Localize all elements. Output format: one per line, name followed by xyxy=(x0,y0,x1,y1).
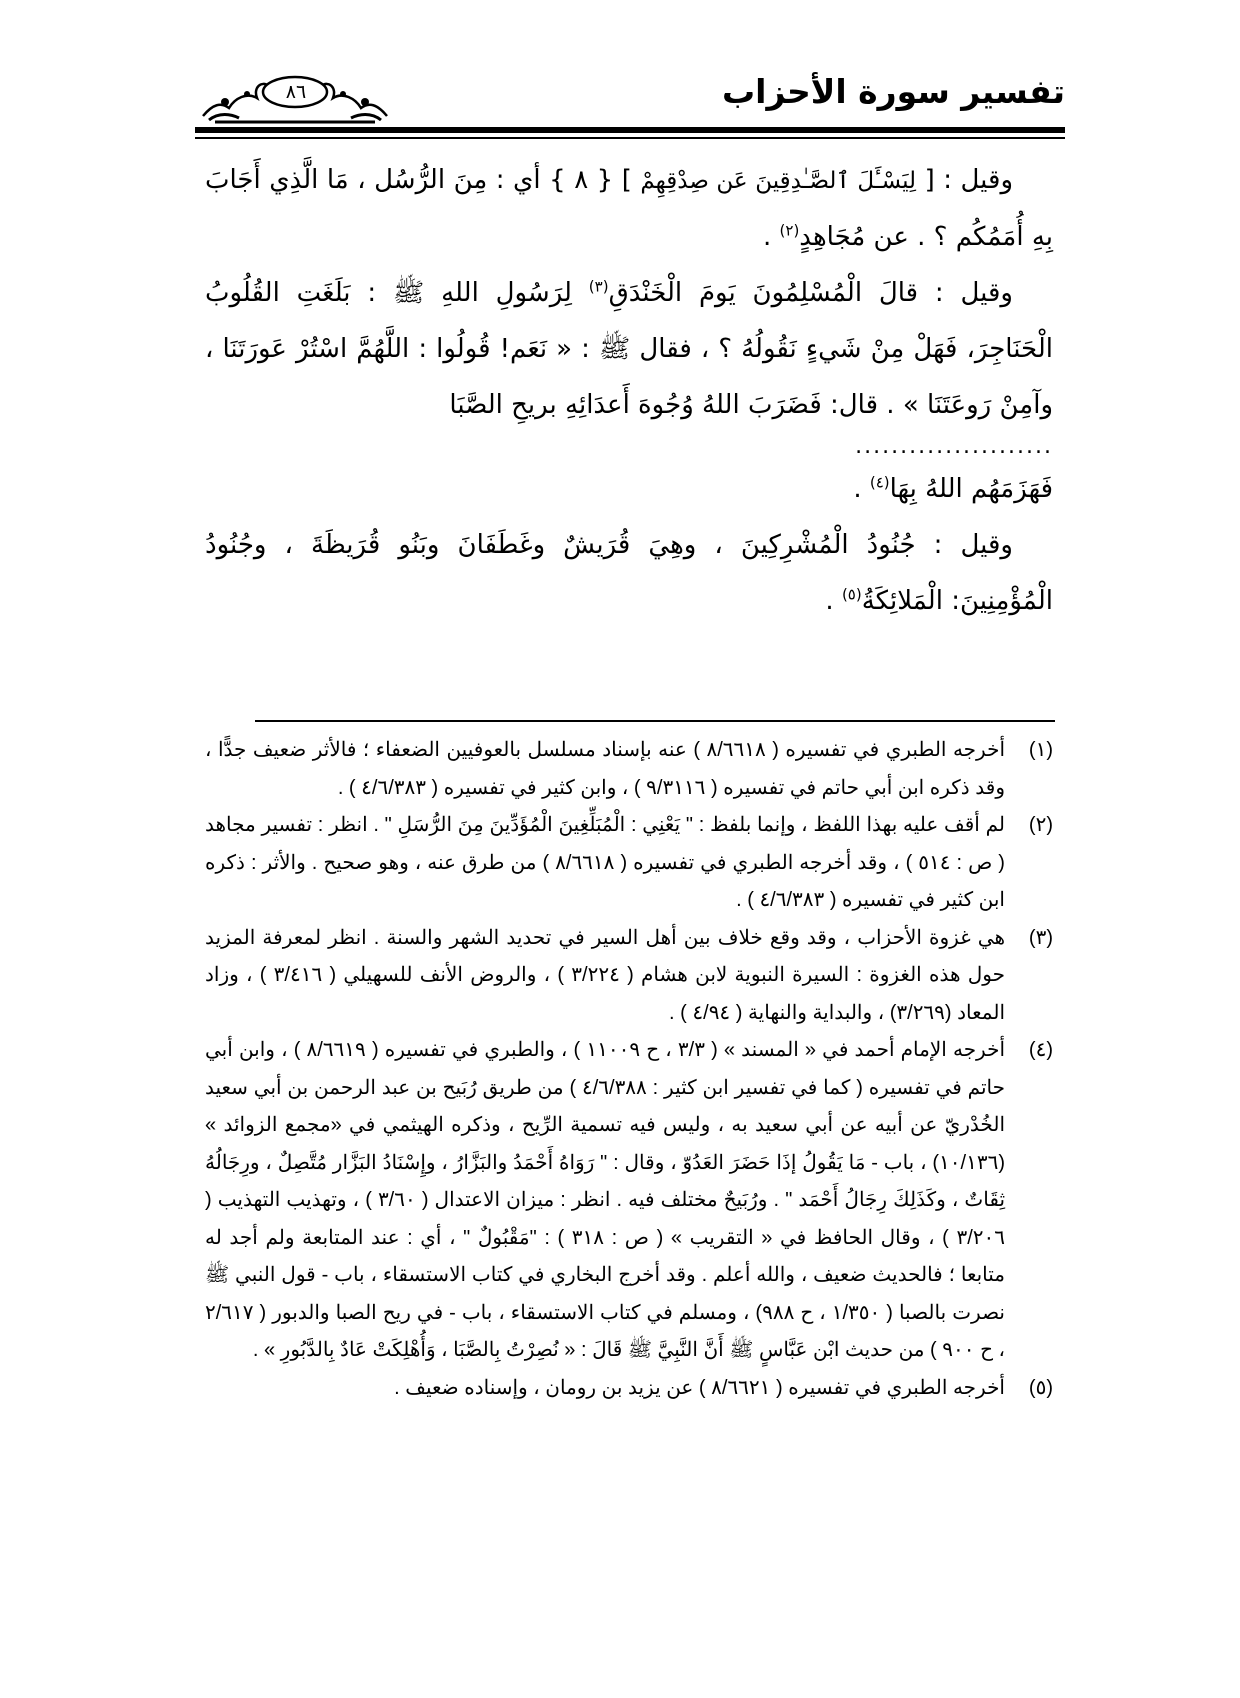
page-header xyxy=(195,60,1065,130)
footnote-ref-4[interactable]: (٤) xyxy=(869,473,890,492)
footnote-ref-3[interactable]: (٣) xyxy=(588,277,609,296)
header-rule-thin xyxy=(195,137,1065,139)
main-text xyxy=(205,152,1053,629)
quran-verse: لِيَسْـَٔلَ ٱلصَّـٰدِقِينَ عَن صِدْقِهِمْ xyxy=(640,168,917,194)
footnote-text: أخرجه الإمام أحمد في « المسند » ( ٣/٣ ، ح ١١٠٠٩ ) ، والطبري في تفسيره ( ٨/٦٦١٩ ) ، وابن أبي حاتم في تفسيره ( كما في تفسير ابن كثير : ٤/٦/٣٨٨ ) من طريق رُبَيح بن عبد الرحمن بن أبي سعيد الخُدْريّ عن أبيه عن أبي سعيد به ، وليس فيه تسمية الرِّيح ، وذكره الهيثمي في «مجمع الزوائد » (١٠/١٣٦) ، باب - مَا يَقُولُ إذَا حَضَرَ العَدُوّ ، وقال : " رَوَاهُ أَحْمَدُ والبَزَّارُ ، وإِسْنَادُ البَزَّار مُتَّصِلٌ ، ورِجَالُهُ ثِقَاتٌ ، وكَذَلِكَ رِجَالُ أَحْمَد " . ورُبَيحٌ مختلف فيه . انظر : ميزان الاعتدال ( ٣/٦٠ ) ، وتهذيب التهذيب ( ٣/٢٠٦ ) ، وقال الحافظ في « التقريب » ( ص : ٣١٨ ) : "مَقْبُولٌ " ، أي : عند المتابعة ولم أجد له متابعا ؛ فالحديث ضعيف ، والله أعلم . وقد أخرج البخاري في كتاب الاستسقاء ، باب - قول النبي ﷺ نصرت بالصبا ( ١/٣٥٠ ، ح ٩٨٨) ، ومسلم في كتاب الاستسقاء ، باب - في ريح الصبا والدبور ( ٢/٦١٧ ، ح ٩٠٠ ) من حديث ابْن عَبَّاسٍ ﷺ أَنَّ النَّبِيَّ ﷺ قَالَ : « نُصِرْتُ بِالصَّبَا ، وَأُهْلِكَتْ عَادٌ بِالدَّبُورِ » . xyxy=(205,1039,1006,1361)
footnote-text: أخرجه الطبري في تفسيره ( ٨/٦٦١٨ ) عنه بإسناد مسلسل بالعوفيين الضعفاء ؛ فالأثر ضعيف جدًّا ، وقد ذكره ابن أبي حاتم في تفسيره ( ٩/٣١١٦ ) ، وابن كثير في تفسيره ( ٤/٦/٣٨٣ ) . xyxy=(205,739,1006,799)
paragraph-3: فَهَزَمَهُم اللهُ بِهَا$^{(٤)}$ . xyxy=(853,473,1053,504)
footnotes xyxy=(205,732,1053,1407)
footnote-text: أخرجه الطبري في تفسيره ( ٨/٦٦٢١ ) عن يزيد بن رومان ، وإسناده ضعيف . xyxy=(394,1376,1005,1399)
book-title: تفسير سورة الأحزاب xyxy=(722,72,1065,111)
footnote-1 xyxy=(205,732,1053,807)
header-rule xyxy=(195,127,1065,133)
footnote-5 xyxy=(205,1370,1053,1408)
footnote-number: (١) xyxy=(1028,739,1053,761)
separator-dots: ...................... xyxy=(855,434,1053,459)
footnote-ref-5[interactable]: (٥) xyxy=(841,585,862,604)
footnote-4 xyxy=(205,1032,1053,1370)
footnote-text: هي غزوة الأحزاب ، وقد وقع خلاف بين أهل السير في تحديد الشهر والسنة . انظر لمعرفة المزيد حول هذه الغزوة : السيرة النبوية لابن هشام ( ٣/٢٢٤ ) ، والروض الأنف للسهيلي ( ٣/٤١٦ ) ، وزاد المعاد (٣/٢٦٩) ، والبداية والنهاية ( ٤/٩٤ ) . xyxy=(205,926,1005,1024)
footnote-number: (٢) xyxy=(1028,814,1053,836)
footnote-number: (٥) xyxy=(1028,1376,1053,1399)
page-number: ٨٦ xyxy=(285,81,307,103)
footnote-number: (٣) xyxy=(1028,926,1053,949)
paragraph-4: وقيل : جُنُودُ الْمُشْرِكِينَ ، وهِيَ قُرَيشٌ وغَطَفَانَ وبَنُو قُرَيظَةَ ، وجُنُودُ الْمُؤْمِنِينَ: الْمَلائِكَةُ$^{(٥)}$ . xyxy=(205,530,1053,616)
footnote-separator xyxy=(255,720,1055,722)
paragraph-2: وقيل : قالَ الْمُسْلِمُونَ يَومَ الْخَنْدَقِ$^{(٣)}$ لِرَسُولِ اللهِ ﷺ : بَلَغَتِ القُلُوبُ الْحَنَاجِرَ، فَهَلْ مِنْ شَيءٍ نَقُولُهُ ؟ ، فقال ﷺ : « نَعَم! قُولُوا : اللَّهُمَّ اسْتُرْ عَورَتَنَا ، وآمِنْ رَوعَتَنَا » . قال: فَضَرَبَ اللهُ وُجُوهَ أَعدَائِهِ بريحِ الصَّبَا xyxy=(205,277,1053,420)
footnote-2 xyxy=(205,807,1053,920)
footnote-number: (٤) xyxy=(1028,1039,1053,1061)
paragraph-1: وقيل : [ لِيَسْـَٔلَ ٱلصَّـٰدِقِينَ عَن صِدْقِهِمْ ] { ٨ } أي : مِنَ الرُّسُل ، مَا الَّذِي أَجَابَ بِهِ أُمَمُكُم ؟ . عن مُجَاهِدٍ$^{(٢)}$ . xyxy=(205,165,1053,252)
footnote-text: لم أقف عليه بهذا اللفظ ، وإنما بلفظ : " يَعْنِي : الْمُبَلِّغِينَ الْمُؤَدِّينَ مِنَ الرُّسَلِ " . انظر : تفسير مجاهد ( ص : ٥١٤ ) ، وقد أخرجه الطبري في تفسيره ( ٨/٦٦١٨ ) من طرق عنه ، وهو صحيح . والأثر : ذكره ابن كثير في تفسيره ( ٤/٦/٣٨٣ ) . xyxy=(205,814,1005,911)
footnote-ref-2[interactable]: (٢) xyxy=(779,221,800,240)
footnote-3 xyxy=(205,920,1053,1033)
